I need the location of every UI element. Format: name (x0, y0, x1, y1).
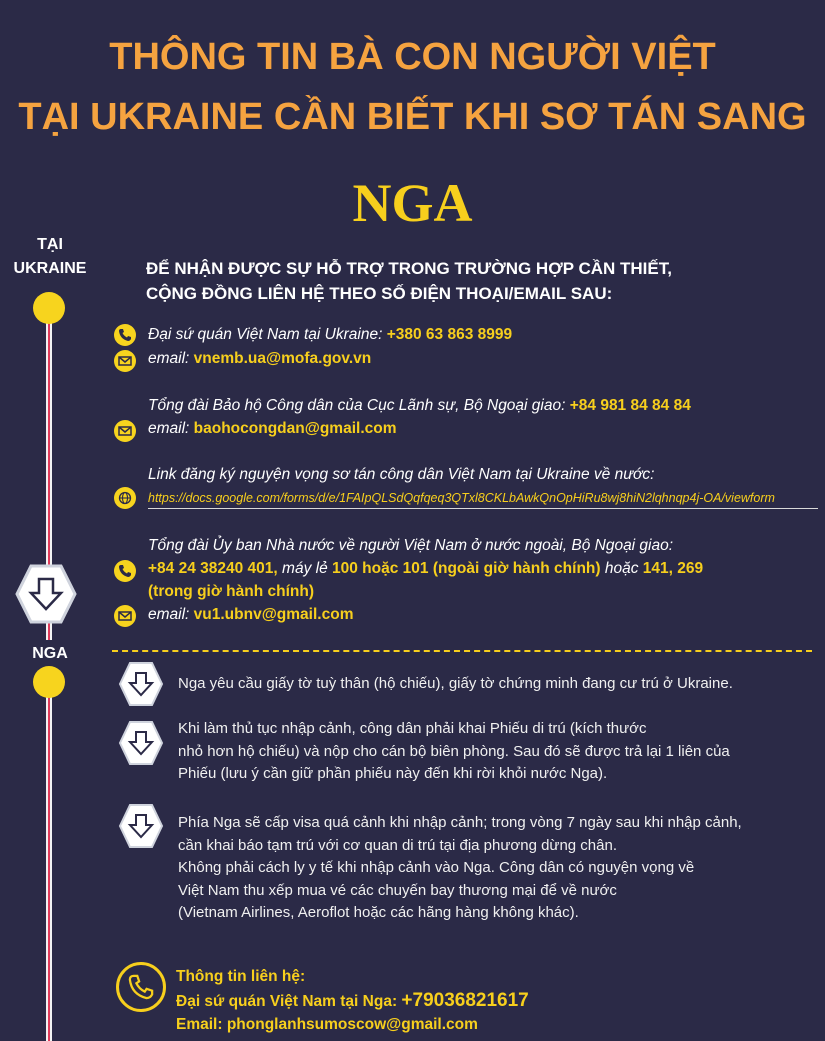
title-line-2: TẠI UKRAINE CẦN BIẾT KHI SƠ TÁN SANG (18, 96, 807, 138)
russia-info-3-line: Không phải cách ly y tế khi nhập cảnh vào Nga. Công dân có nguyện vọng về (178, 859, 695, 876)
consular-label: Tổng đài Bảo hộ Công dân của Cục Lãnh sự, Bộ Ngoại giao: (148, 397, 570, 414)
footer-embassy-row (176, 990, 529, 1012)
footer-embassy-phone[interactable]: +79036821617 (401, 990, 529, 1011)
timeline-dot-end (33, 666, 65, 698)
email-icon (114, 605, 136, 627)
email-label: email: (148, 606, 194, 623)
arrow-down-hex-icon (118, 720, 164, 766)
russia-info-3-line: Việt Nam thu xếp mua vé các chuyến bay thương mại để về nước (178, 881, 617, 899)
section-divider (112, 650, 812, 652)
title-line-1: THÔNG TIN BÀ CON NGƯỜI VIỆT (109, 36, 716, 78)
intro-text (146, 256, 672, 306)
registration-link[interactable]: https://docs.google.com/forms/d/e/1FAIpQLSdQqfqeq3QTxl8CKLbAwkQnOpHiRu8wj8hiN2lqhnqp4j-OA/viewform (148, 491, 818, 509)
embassy-ukraine-phone[interactable]: +380 63 863 8999 (386, 326, 513, 343)
footer-email-row (176, 1016, 478, 1034)
consular-email[interactable]: baohocongdan@gmail.com (193, 420, 397, 437)
footer-title: Thông tin liên hệ: (176, 968, 306, 985)
arrow-down-hex-icon (118, 803, 164, 849)
embassy-ukraine-email-row (148, 350, 371, 368)
timeline-line-bottom (46, 690, 52, 1041)
phone-icon (114, 324, 136, 346)
consular-phone[interactable]: +84 981 84 84 84 (569, 397, 691, 414)
link-label: Link đăng ký nguyện vọng sơ tán công dân Việt Nam tại Ukraine về nước: (148, 466, 655, 483)
committee-phone[interactable]: +84 24 38240 401, (148, 560, 278, 577)
russia-info-2 (178, 718, 730, 786)
intro-line-2: CỘNG ĐỒNG LIÊN HỆ THEO SỐ ĐIỆN THOẠI/EMAIL SAU: (146, 284, 613, 303)
embassy-ukraine-row (148, 326, 512, 344)
footer-email-label: Email: (176, 1016, 227, 1033)
phone-icon (116, 962, 166, 1012)
committee-email[interactable]: vu1.ubnv@gmail.com (193, 606, 354, 623)
timeline-start-label-1: TẠI (37, 236, 63, 253)
arrow-down-hex-icon (15, 563, 77, 625)
committee-label: Tổng đài Ủy ban Nhà nước về người Việt Nam ở nước ngoài, Bộ Ngoại giao: (148, 537, 674, 554)
globe-icon (114, 487, 136, 509)
russia-info-2-line: nhỏ hơn hộ chiếu) và nộp cho cán bộ biên phòng. Sau đó sẽ được trả lại 1 liên của (178, 742, 730, 760)
phone-icon (114, 560, 136, 582)
footer-embassy-label: Đại sứ quán Việt Nam tại Nga: (176, 993, 402, 1010)
committee-phone-row (148, 560, 703, 578)
email-label: email: (148, 350, 194, 367)
committee-ext2-note: (trong giờ hành chính) (148, 583, 314, 600)
consular-email-row (148, 420, 397, 438)
committee-ext2-note-row (148, 583, 314, 601)
intro-line-1: ĐỂ NHẬN ĐƯỢC SỰ HỖ TRỢ TRONG TRƯỜNG HỢP CẦN THIẾT, (146, 259, 672, 278)
russia-info-2-line: Khi làm thủ tục nhập cảnh, công dân phải khai Phiếu di trú (kích thước (178, 720, 647, 737)
russia-info-3-line: Phía Nga sẽ cấp visa quá cảnh khi nhập cảnh; trong vòng 7 ngày sau khi nhập cảnh, (178, 814, 742, 831)
committee-ext2: 141, 269 (642, 560, 704, 577)
timeline-start-label-2: UKRAINE (13, 260, 87, 277)
russia-info-3-line: (Vietnam Airlines, Aeroflot hoặc các hãng hàng không khác). (178, 904, 579, 921)
consular-row (148, 397, 691, 415)
timeline-end-label: NGA (32, 645, 68, 662)
committee-email-row (148, 606, 353, 624)
email-icon (114, 420, 136, 442)
embassy-ukraine-email[interactable]: vnemb.ua@mofa.gov.vn (193, 350, 372, 367)
country-title: NGA (352, 173, 473, 233)
russia-info-1: Nga yêu cầu giấy tờ tuỳ thân (hộ chiếu), giấy tờ chứng minh đang cư trú ở Ukraine. (178, 675, 733, 692)
email-icon (114, 350, 136, 372)
committee-ext: 100 hoặc 101 (ngoài giờ hành chính) (332, 560, 601, 577)
russia-info-3 (178, 812, 742, 925)
committee-or: hoặc (600, 560, 643, 577)
arrow-down-hex-icon (118, 661, 164, 707)
footer-email[interactable]: phonglanhsumoscow@gmail.com (226, 1016, 478, 1033)
email-label: email: (148, 420, 194, 437)
russia-info-2-line: Phiếu (lưu ý cần giữ phần phiếu này đến khi rời khỏi nước Nga). (178, 765, 608, 782)
committee-ext-label: máy lẻ (277, 560, 332, 577)
russia-info-3-line: cần khai báo tạm trú với cơ quan di trú tại địa phương dừng chân. (178, 836, 618, 854)
embassy-ukraine-label: Đại sứ quán Việt Nam tại Ukraine: (148, 326, 387, 343)
timeline-dot-start (33, 292, 65, 324)
